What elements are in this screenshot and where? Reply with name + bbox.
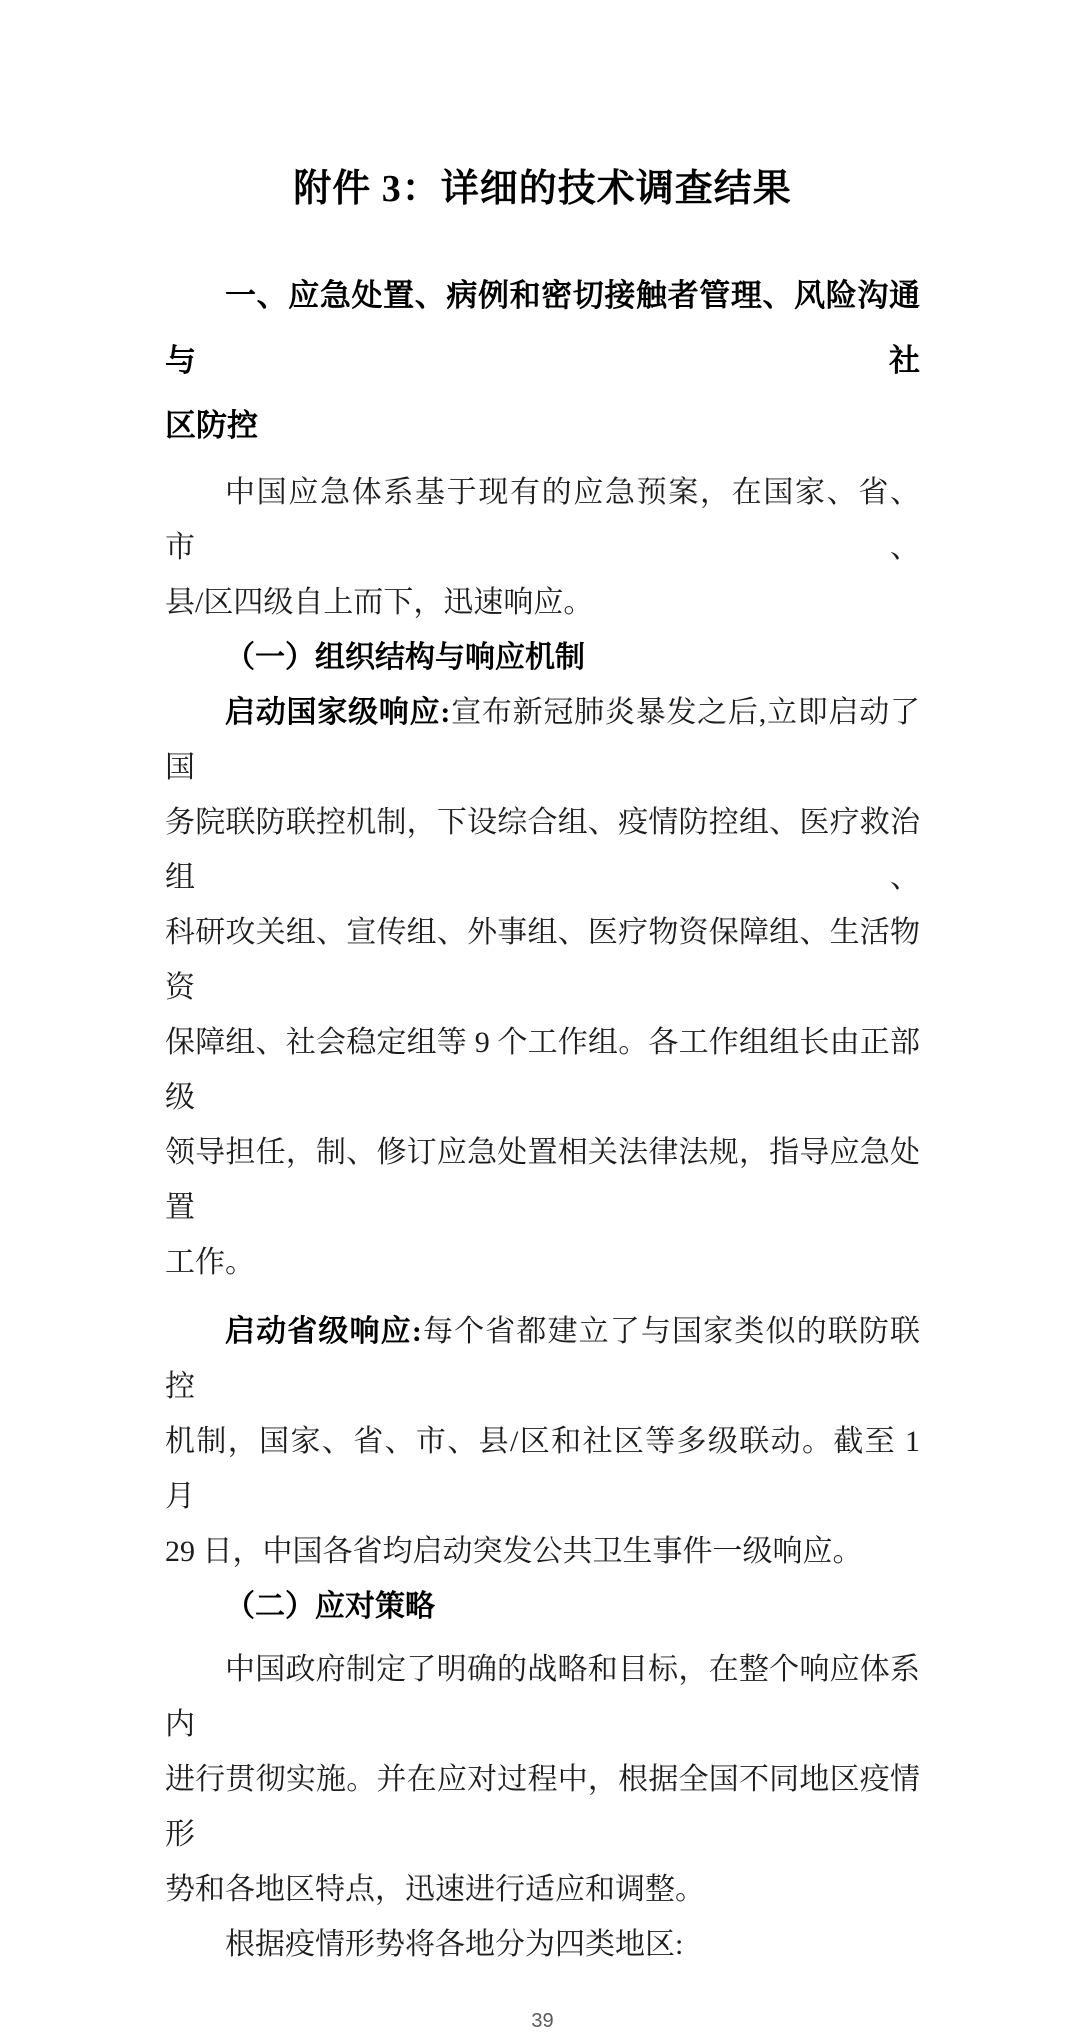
body-line: 中国政府制定了明确的战略和目标，在整个响应体系内 [165, 1653, 920, 1741]
subsection-heading-2: （二）应对策略 [225, 1590, 435, 1623]
page-number: 39 [531, 2010, 554, 2032]
body-line-text: 宣布新冠肺炎暴发之后,立即启动了国 [165, 696, 921, 784]
body-line [165, 685, 920, 795]
body-line: 机制，国家、省、市、县/区和社区等多级联动。截至 1 月 [165, 1425, 920, 1513]
body-line: 科研攻关组、宣传组、外事组、医疗物资保障组、生活物资 [165, 916, 920, 1004]
body-line: 进行贯彻实施。并在应对过程中，根据全国不同地区疫情形 [165, 1763, 920, 1851]
page-title: 附件 3：详细的技术调查结果 [293, 168, 792, 210]
body-line: 领导担任，制、修订应急处置相关法律法规，指导应急处置 [165, 1136, 920, 1224]
body-line: 工作。 [165, 1246, 255, 1279]
body-line: 务院联防联控机制，下设综合组、疫情防控组、医疗救治组、 [165, 806, 920, 894]
bold-lead: 启动国家级响应: [225, 696, 451, 729]
body-line: 势和各地区特点，迅速进行适应和调整。 [165, 1873, 705, 1906]
body-line: 县/区四级自上而下，迅速响应。 [165, 586, 594, 619]
subsection-heading-1: （一）组织结构与响应机制 [225, 641, 585, 674]
body-line [165, 1304, 920, 1414]
section-heading-line-1: 一、应急处置、病例和密切接触者管理、风险沟通与社 [165, 278, 920, 378]
bold-lead: 启动省级响应: [225, 1315, 422, 1348]
section-heading-line-2: 区防控 [165, 408, 258, 443]
body-line: 保障组、社会稳定组等 9 个工作组。各工作组组长由正部级 [165, 1026, 920, 1114]
body-line: 根据疫情形势将各地分为四类地区: [225, 1928, 684, 1961]
body-line: 29 日，中国各省均启动突发公共卫生事件一级响应。 [165, 1535, 863, 1568]
section-heading [165, 263, 920, 458]
body-line: 中国应急体系基于现有的应急预案，在国家、省、市、 [165, 476, 920, 564]
body-line-text: 每个省都建立了与国家类似的联防联控 [165, 1315, 920, 1403]
